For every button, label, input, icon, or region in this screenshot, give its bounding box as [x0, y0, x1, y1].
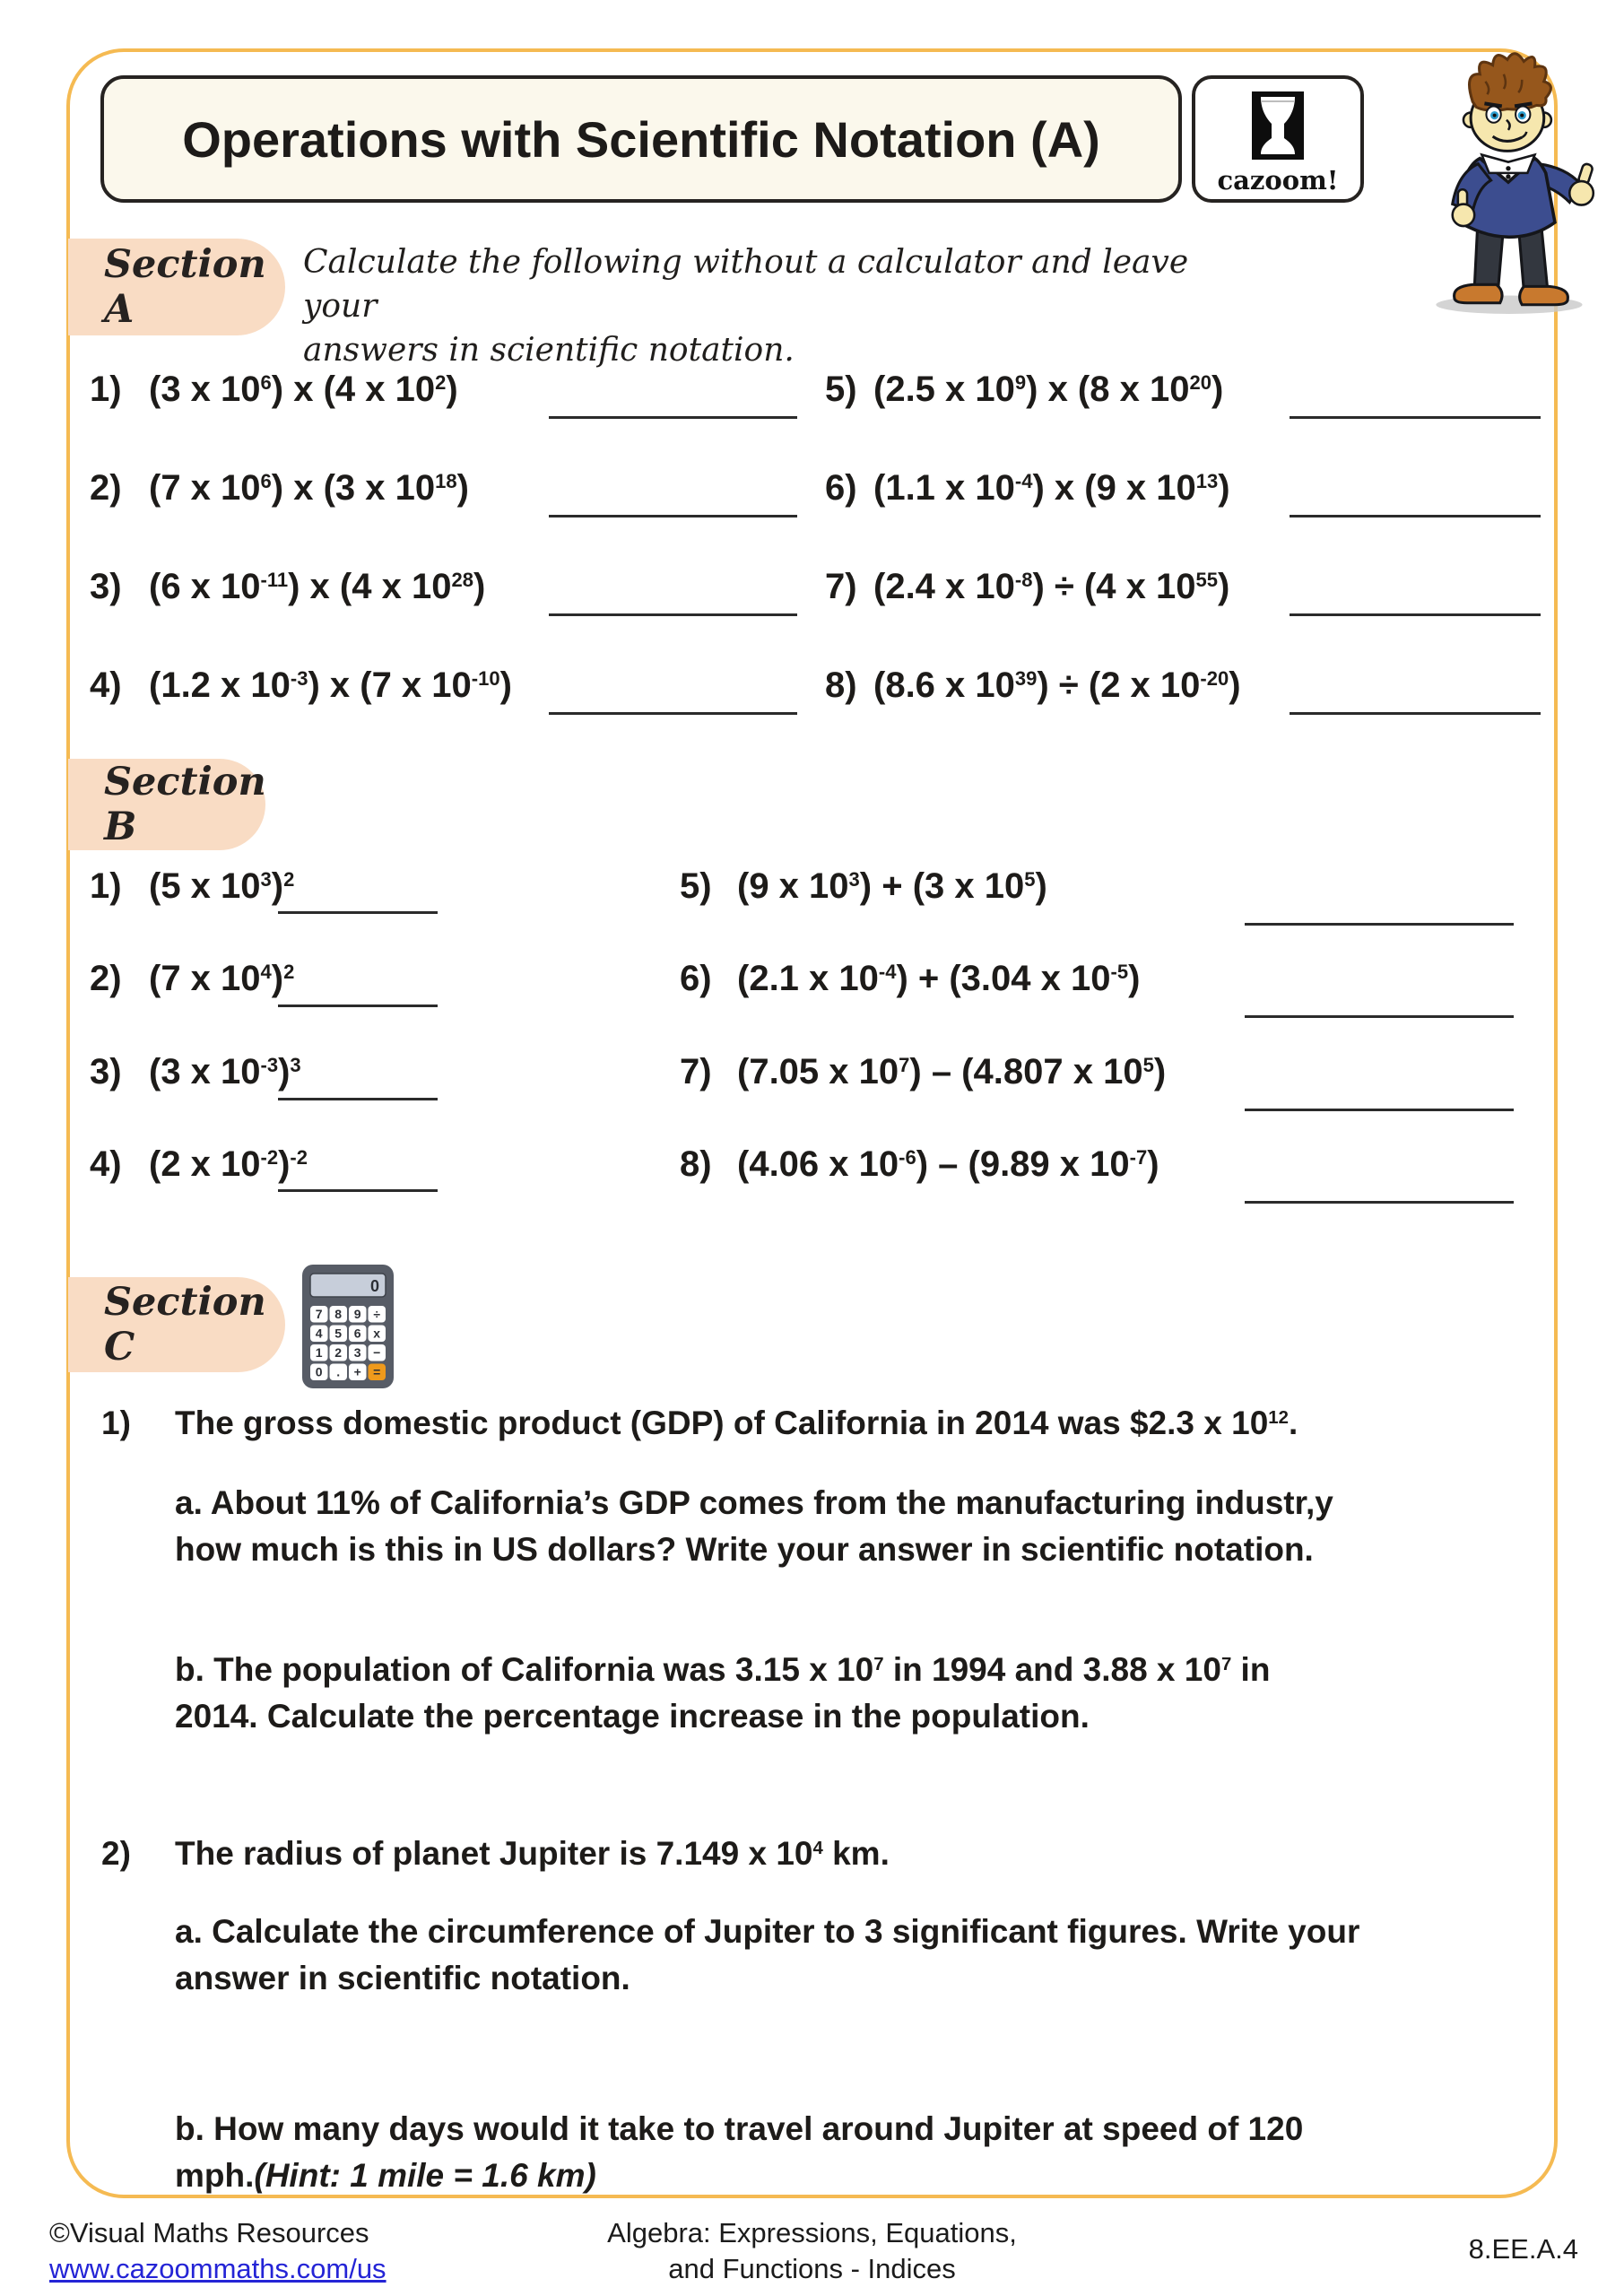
problem-number: 6): [825, 468, 857, 508]
problem-expression: (1.1 x $10^{-4}$) x (9 x $10^{13}$): [873, 468, 1230, 508]
problem-number: 8): [825, 665, 857, 705]
answer-line-a2: [549, 515, 797, 517]
problem-expression: (7 x $10^6$) x (3 x $10^{18}$): [149, 468, 469, 508]
problem-number: 1): [90, 866, 122, 906]
problem-number: 7): [680, 1052, 712, 1091]
problem-a4: [90, 665, 512, 706]
title-box: [100, 75, 1182, 203]
problem-number: 2): [101, 1835, 131, 1872]
problem-expression: (5 x $10^3)^2$: [149, 866, 295, 906]
svg-text:+: +: [353, 1364, 361, 1379]
footer-standard-code: [1300, 2231, 1578, 2267]
problem-number: 1): [90, 370, 122, 409]
answer-line-a6: [1290, 515, 1541, 517]
problem-number: 2): [90, 959, 122, 998]
cazoom-logo: [1192, 75, 1364, 203]
problem-expression: (6 x $10^{-11}$) x (4 x $10^{28}$): [149, 567, 486, 606]
svg-text:5: 5: [334, 1326, 343, 1341]
problem-a6: [825, 468, 1230, 509]
answer-line-b8: [1245, 1201, 1514, 1204]
problem-b2: [90, 959, 294, 999]
answer-line-b7: [1245, 1109, 1514, 1111]
problem-number: 5): [680, 866, 712, 906]
problem-b7: [680, 1052, 1166, 1092]
svg-text:1: 1: [315, 1345, 323, 1360]
mascot-boy-illustration: [1401, 41, 1621, 316]
problem-number: 4): [90, 665, 122, 705]
section-b-label-text: Section B: [104, 760, 266, 849]
instruction-line: answers in scientific notation.: [303, 332, 795, 369]
problem-expression: (4.06 x $10^{-6}) - (9.89$ x $10^{-7}$): [737, 1144, 1159, 1184]
answer-line-b3: [278, 1098, 438, 1100]
section-a-instructions: [303, 240, 1218, 372]
problem-a7: [825, 567, 1229, 607]
answer-line-b5: [1245, 923, 1514, 926]
answer-line-a1: [549, 416, 797, 419]
problem-text: The gross domestic product (GDP) of California in 2014 was $2.3 x $10^{12}$.: [175, 1405, 1298, 1441]
problem-c1b: [175, 1647, 1270, 1740]
svg-text:2: 2: [334, 1345, 343, 1360]
standard-code-text: 8.EE.A.4: [1468, 2233, 1578, 2265]
section-a-label: [68, 239, 285, 335]
problem-expression: (2 x $10^{-2})^{-2}$: [149, 1144, 308, 1184]
hint-text: (Hint: 1 mile = 1.6 km): [254, 2157, 596, 2194]
problem-b1: [90, 866, 294, 907]
problem-text: The radius of planet Jupiter is 7.149 x $10^4$ km.: [175, 1835, 890, 1872]
problem-b5: [680, 866, 1047, 907]
problem-a3: [90, 567, 485, 607]
svg-text:8: 8: [334, 1307, 343, 1321]
problem-number: 5): [825, 370, 857, 409]
section-a-label-text: Section A: [104, 242, 266, 332]
problem-number: 6): [680, 959, 712, 998]
svg-text:7: 7: [315, 1307, 323, 1321]
svg-text:4: 4: [315, 1326, 323, 1341]
cazoom-logo-text: cazoom!: [1217, 165, 1339, 196]
problem-expression: (2.4 x $10^{-8}) \div (4$ x $10^{55}$): [873, 567, 1230, 606]
problem-c2a: [175, 1909, 1359, 2002]
calculator-icon: [302, 1265, 394, 1388]
problem-b6: [680, 959, 1140, 999]
problem-b4: [90, 1144, 308, 1185]
svg-text:=: =: [373, 1364, 381, 1379]
svg-text:÷: ÷: [373, 1307, 381, 1321]
problem-text-line: how much is this in US dollars? Write your answer in scientific notation.: [175, 1531, 1314, 1568]
problem-text-line: [175, 2152, 1303, 2199]
answer-line-a8: [1290, 712, 1541, 715]
drum-icon: [1252, 91, 1304, 160]
svg-text:x: x: [373, 1326, 381, 1341]
problem-number: 3): [90, 1052, 122, 1091]
problem-a8: [825, 665, 1241, 706]
problem-text-line: b. How many days would it take to travel around Jupiter at speed of 120: [175, 2110, 1304, 2147]
problem-expression: (7.05 x $10^7) - (4.807$ x $10^5$): [737, 1052, 1167, 1091]
instruction-line: Calculate the following without a calculator and leave your: [303, 244, 1189, 325]
problem-text-line: a. About 11% of California’s GDP comes from the manufacturing industr,y: [175, 1484, 1333, 1521]
page-title: Operations with Scientific Notation (A): [182, 110, 1100, 168]
problem-b3: [90, 1052, 301, 1092]
problem-expression: (1.2 x $10^{-3}$) x (7 x $10^{-10}$): [149, 665, 512, 705]
problem-text-line: a. Calculate the circumference of Jupiter to 3 significant figures. Write your: [175, 1913, 1360, 1950]
answer-line-b1: [278, 911, 438, 914]
problem-expression: (3 x $10^{-3})^3$: [149, 1052, 301, 1091]
svg-text:0: 0: [315, 1364, 323, 1379]
problem-text-line: answer in scientific notation.: [175, 1960, 630, 1996]
answer-line-a7: [1290, 613, 1541, 616]
problem-expression: (7 x $10^4)^2$: [149, 959, 295, 998]
problem-number: 1): [101, 1405, 131, 1441]
section-b-label: [68, 759, 265, 850]
problem-text: mph.: [175, 2157, 255, 2194]
problem-expression: (2.5 x $10^9$) x (8 x $10^{20}$): [873, 370, 1224, 409]
problem-number: 7): [825, 567, 857, 606]
problem-a5: [825, 370, 1223, 410]
problem-c2: [101, 1835, 890, 1873]
answer-line-a4: [549, 712, 797, 715]
problem-expression: (9 x $10^3) + (3$ x $10^5$): [737, 866, 1047, 906]
problem-c1a: [175, 1480, 1333, 1573]
problem-expression: (3 x $10^6$) x (4 x $10^2$): [149, 370, 458, 409]
section-c-label-text: Section C: [104, 1280, 266, 1370]
problem-a1: [90, 370, 458, 410]
answer-line-a3: [549, 613, 797, 616]
problem-text-line: 2014. Calculate the percentage increase in the population.: [175, 1698, 1090, 1735]
website-link[interactable]: www.cazoommaths.com/us: [49, 2253, 386, 2284]
svg-text:−: −: [373, 1345, 381, 1360]
problem-number: 3): [90, 567, 122, 606]
problem-a2: [90, 468, 469, 509]
problem-c1: [101, 1405, 1298, 1442]
svg-text:0: 0: [369, 1277, 379, 1295]
problem-text-line: b. The population of California was 3.15 x $10^7$ in 1994 and 3.88 x $10^7$ in: [175, 1651, 1271, 1688]
problem-number: 4): [90, 1144, 122, 1184]
svg-text:6: 6: [353, 1326, 361, 1341]
problem-number: 2): [90, 468, 122, 508]
problem-b8: [680, 1144, 1159, 1185]
problem-number: 8): [680, 1144, 712, 1184]
problem-expression: (2.1 x $10^{-4}) + (3.04$ x $10^{-5}$): [737, 959, 1141, 998]
copyright-text: ©Visual Maths Resources: [49, 2217, 369, 2248]
answer-line-b2: [278, 1004, 438, 1007]
answer-line-a5: [1290, 416, 1541, 419]
svg-text:3: 3: [353, 1345, 361, 1360]
section-c-label: [68, 1277, 285, 1372]
problem-expression: (8.6 x $10^{39}) \div (2$ x $10^{-20}$): [873, 665, 1241, 705]
svg-text:9: 9: [353, 1307, 361, 1321]
category-line: and Functions - Indices: [668, 2253, 956, 2284]
answer-line-b6: [1245, 1015, 1514, 1018]
svg-text:.: .: [336, 1364, 341, 1379]
category-line: Algebra: Expressions, Equations,: [607, 2217, 1017, 2248]
problem-c2b: [175, 2106, 1303, 2199]
answer-line-b4: [278, 1189, 438, 1192]
